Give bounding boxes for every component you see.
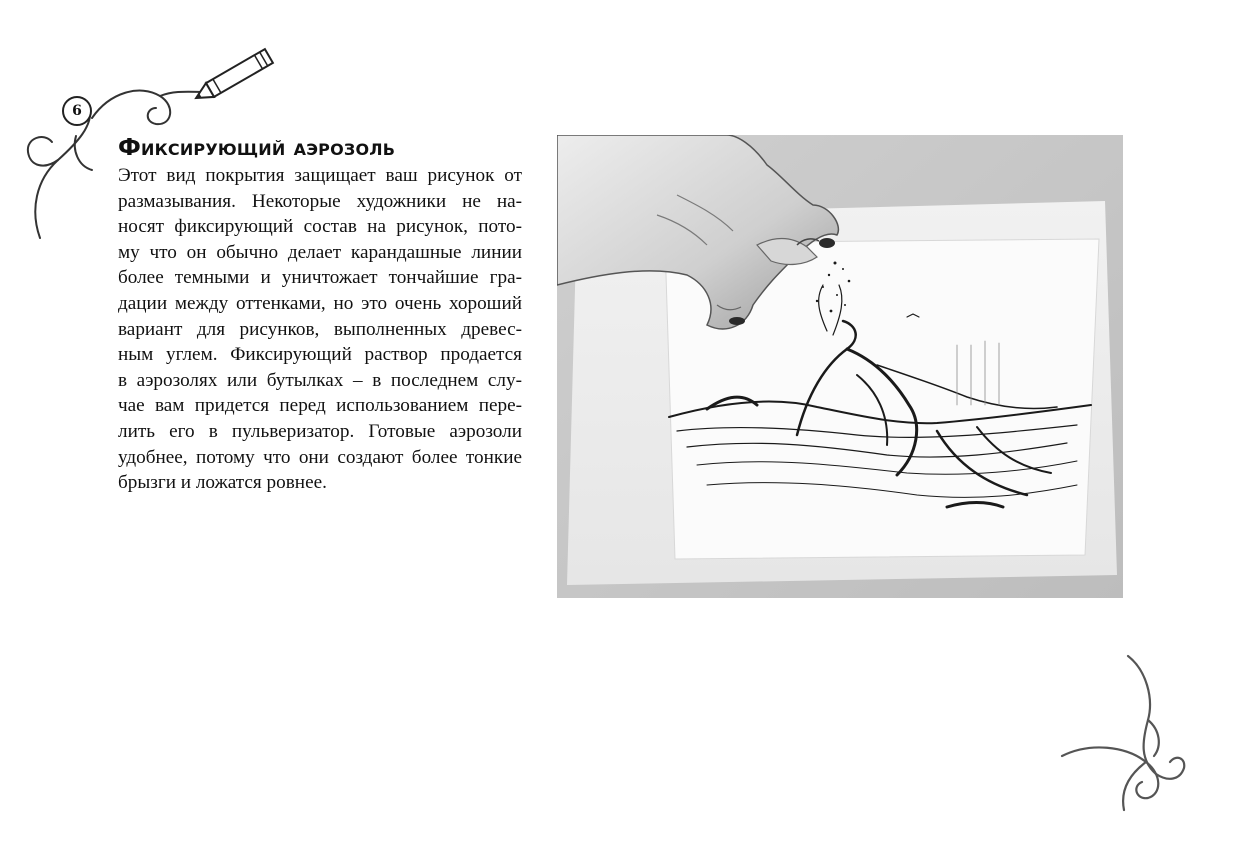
flourish-bottom-right	[1050, 650, 1240, 844]
photo-illustration	[557, 135, 1123, 598]
body-line: размазывания. Некоторые художники не на-	[118, 190, 522, 212]
photo-fixative-spray	[557, 135, 1123, 598]
body-line: му что он обычно делает карандашные линии	[118, 241, 522, 263]
body-line: Этот вид покрытия защищает ваш рисунок от	[118, 165, 522, 186]
body-line: дации между оттенками, но это очень хороший	[118, 292, 522, 314]
body-line: носят фиксирующий состав на рисунок, пото-	[118, 216, 522, 238]
body-line: лить его в пульверизатор. Готовые аэрозоли	[118, 420, 522, 442]
section-heading: Фиксирующий аэрозоль	[118, 135, 396, 161]
body-line: чае вам придется перед использованием пере-	[118, 395, 522, 417]
body-line: ным углем. Фиксирующий раствор продается	[118, 344, 522, 366]
body-line: более темными и уничтожает тончайшие гра-	[118, 267, 522, 289]
body-line: удобнее, потому что они создают более тонкие	[118, 446, 522, 468]
body-paragraph	[118, 163, 522, 496]
body-line: вариант для рисунков, выполненных древес-	[118, 318, 522, 340]
body-line: брызги и ложатся ровнее.	[118, 472, 327, 494]
pencil-icon	[192, 49, 273, 105]
body-line: в аэрозолях или бутылках – в последнем слу-	[118, 369, 522, 391]
page-number: 6	[62, 96, 92, 126]
